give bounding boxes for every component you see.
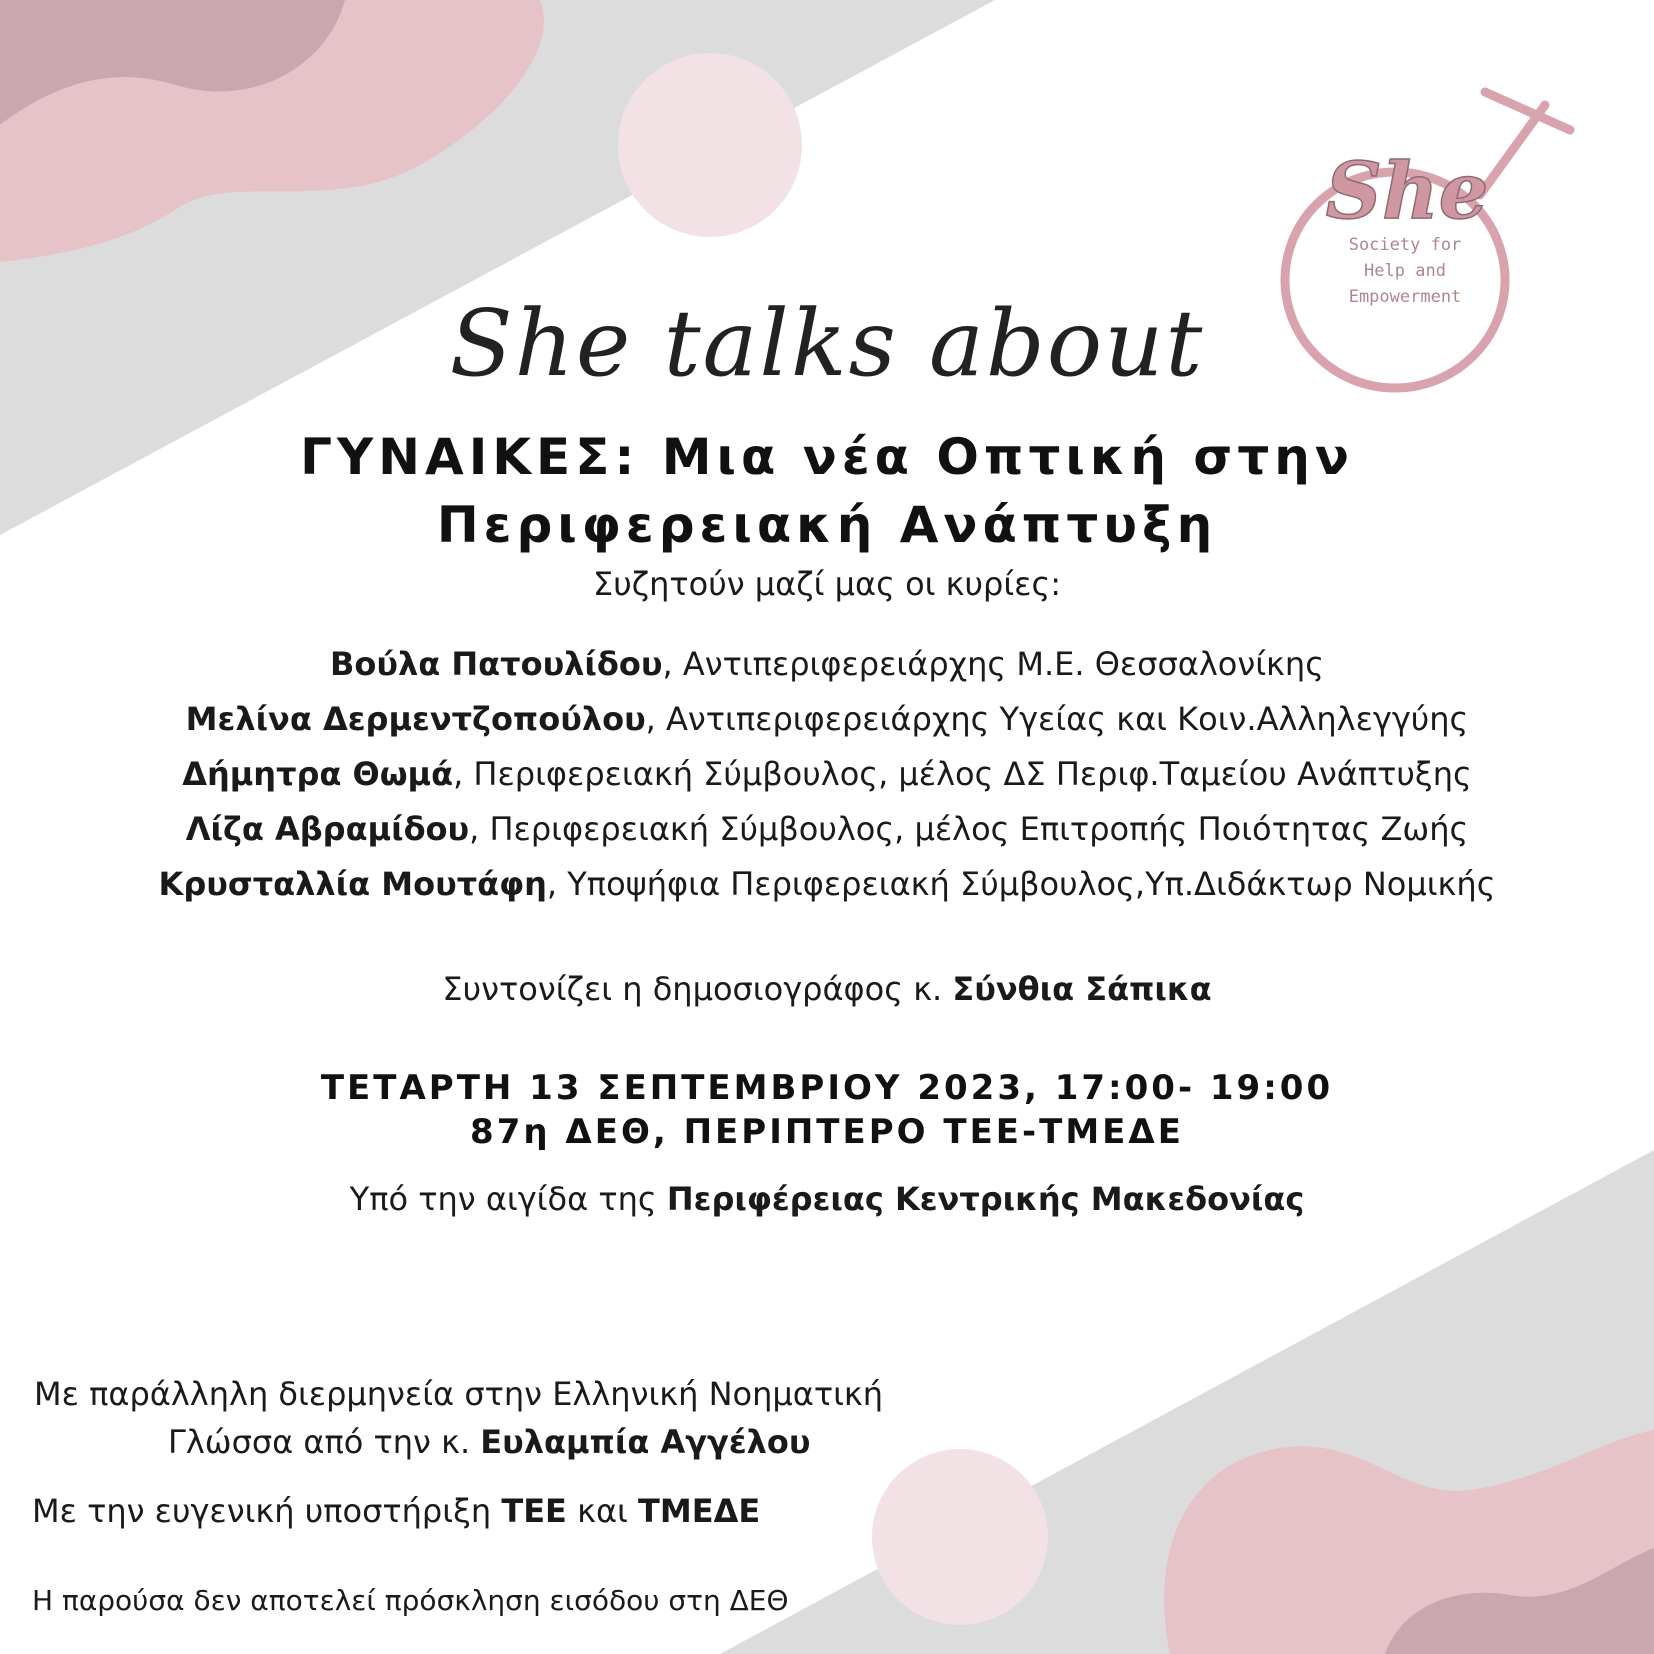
support-prefix: Με την ευγενική υποστήριξη <box>32 1492 502 1530</box>
event-venue: 87η ΔΕΘ, ΠΕΡΙΠΤΕΡΟ ΤΕΕ-ΤΜΕΔΕ <box>470 1112 1184 1152</box>
support-line <box>32 1492 760 1530</box>
top-pale-circle <box>618 53 802 237</box>
event-date: ΤΕΤΑΡΤΗ 13 ΣΕΠΤΕΜΒΡΙΟΥ 2023, 17:00- 19:00 <box>320 1068 1334 1108</box>
support-org-1: ΤΕΕ <box>501 1492 567 1530</box>
interpretation-line-1: Με παράλληλη διερμηνεία στην Ελληνική Νοηματική <box>34 1375 884 1413</box>
moderator-line <box>0 970 1654 1008</box>
speaker-role: , Περιφερειακή Σύμβουλος, μέλος Επιτροπής Ποιότητας Ζωής <box>469 810 1469 848</box>
moderator-name: Σύνθια Σάπικα <box>952 970 1212 1008</box>
logo-subtitle-3: Empowerment <box>1348 287 1462 307</box>
interpretation-prefix: Γλώσσα από την κ. <box>168 1423 481 1461</box>
logo-subtitle-1: Society for <box>1348 235 1462 255</box>
speakers-intro: Συζητούν μαζί μας οι κυρίες: <box>592 565 1062 603</box>
speaker-row <box>0 755 1654 793</box>
logo-subtitle-2: Help and <box>1364 261 1446 281</box>
title-line-1: ΓΥΝΑΙΚΕΣ: Μια νέα Οπτική στην <box>300 428 1354 486</box>
speaker-name: Λίζα Αβραμίδου <box>185 810 470 848</box>
speaker-role: , Αντιπεριφερειάρχης Υγείας και Κοιν.Αλληλεγγύης <box>645 700 1469 738</box>
logo-wordmark: She <box>1325 146 1489 237</box>
aegis-name: Περιφέρειας Κεντρικής Μακεδονίας <box>666 1180 1305 1218</box>
speaker-row <box>0 865 1654 903</box>
aegis-line <box>0 1180 1654 1218</box>
interpretation-line-2 <box>168 1423 810 1461</box>
speaker-name: Κρυσταλλία Μουτάφη <box>158 865 547 903</box>
speaker-row <box>0 645 1654 683</box>
speaker-name: Μελίνα Δερμεντζοπούλου <box>185 700 646 738</box>
title-line-2: Περιφερειακή Ανάπτυξη <box>436 496 1218 554</box>
speaker-role: , Περιφερειακή Σύμβουλος, μέλος ΔΣ Περιφ.Ταμείου Ανάπτυξης <box>453 755 1472 793</box>
support-org-2: ΤΜΕΔΕ <box>638 1492 761 1530</box>
speaker-row <box>0 810 1654 848</box>
disclaimer: Η παρούσα δεν αποτελεί πρόσκληση εισόδου στη ΔΕΘ <box>32 1584 789 1617</box>
aegis-prefix: Υπό την αιγίδα της <box>349 1180 667 1218</box>
tagline: She talks about <box>449 290 1205 397</box>
speaker-name: Βούλα Πατουλίδου <box>330 645 663 683</box>
speaker-role: , Αντιπεριφερειάρχης Μ.Ε. Θεσσαλονίκης <box>662 645 1324 683</box>
bottom-pale-circle <box>872 1449 1048 1625</box>
speaker-row <box>0 700 1654 738</box>
interpreter-name: Ευλαμπία Αγγέλου <box>480 1423 811 1461</box>
support-middle: και <box>566 1492 639 1530</box>
speaker-role: , Υποψήφια Περιφερειακή Σύμβουλος,Υπ.Διδάκτωρ Νομικής <box>546 865 1496 903</box>
speaker-name: Δήμητρα Θωμά <box>182 755 454 793</box>
moderator-prefix: Συντονίζει η δημοσιογράφος κ. <box>442 970 953 1008</box>
